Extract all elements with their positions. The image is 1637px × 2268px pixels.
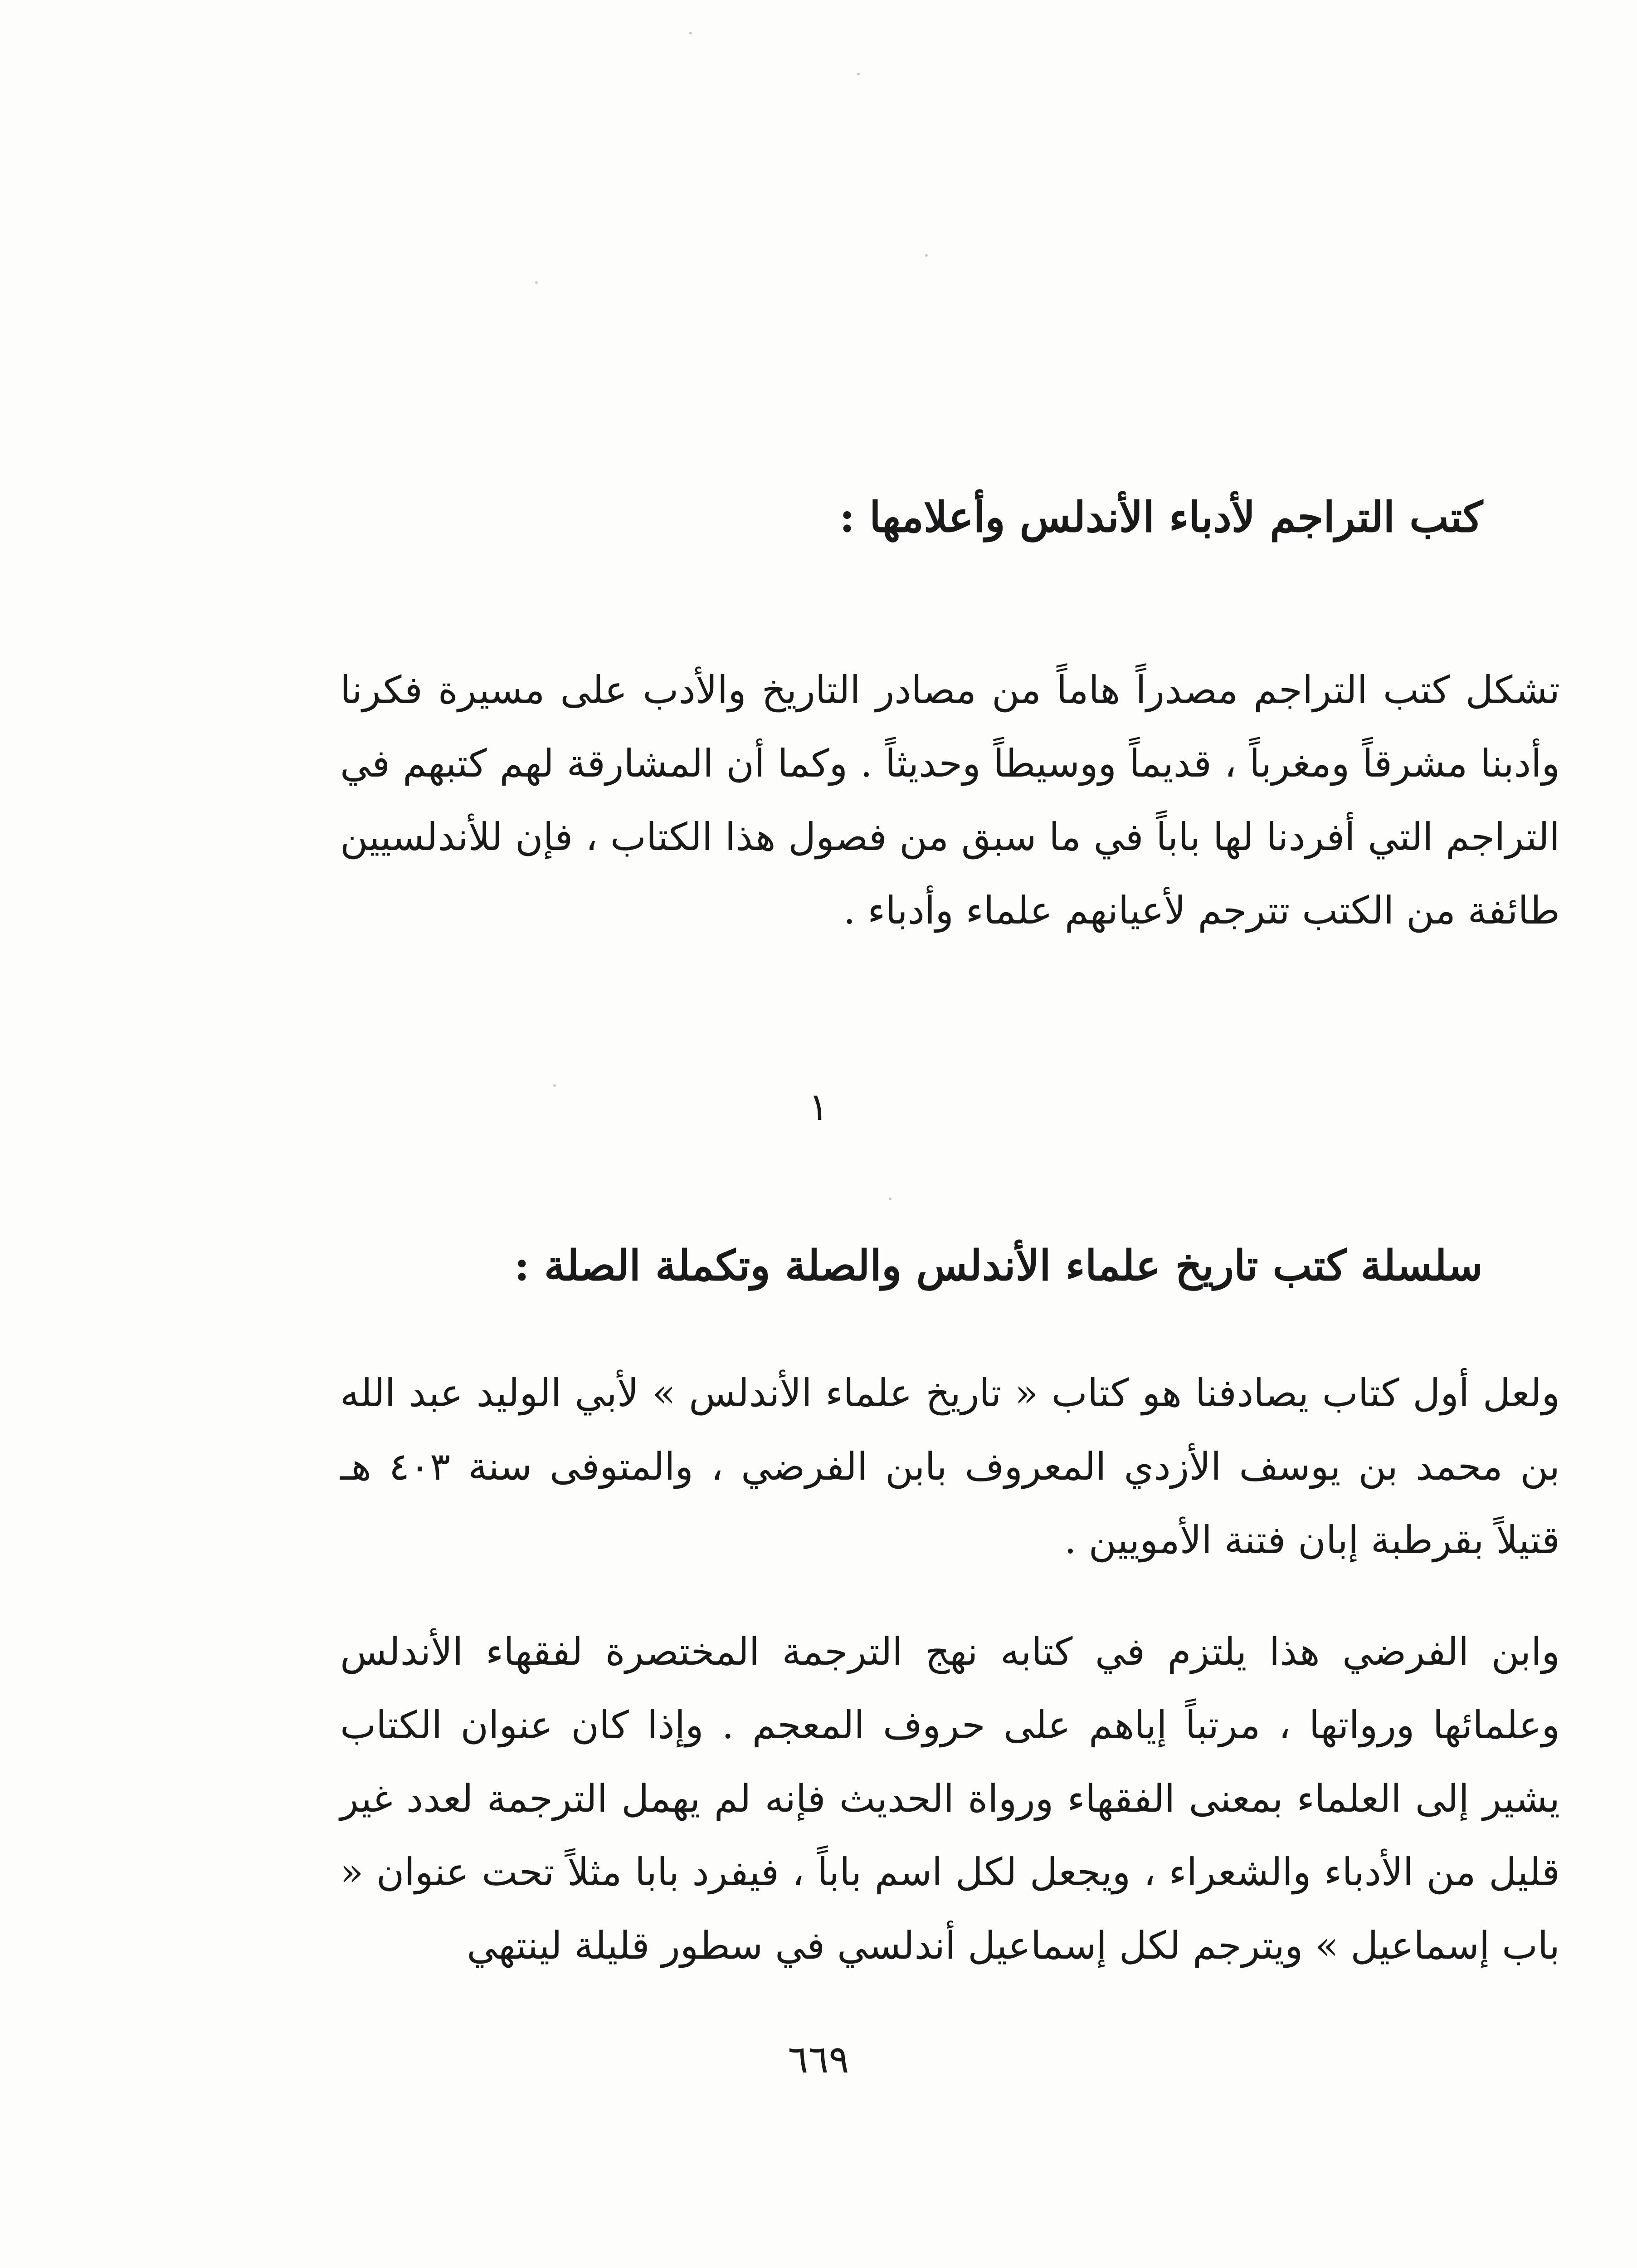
section-heading-series: سلسلة كتب تاريخ علماء الأندلس والصلة وتكملة الصلة : xyxy=(514,1241,1483,1290)
paragraph-intro: تشكل كتب التراجم مصدراً هاماً من مصادر التاريخ والأدب على مسيرة فكرنا وأدبنا مشرقاً ومغرباً ، قديماً ووسيطاً وحديثاً . وكما أن المشارقة لهم كتبهم في التراجم التي أفردنا لها باباً في ما سبق من فصول هذا الكتاب ، فإن للأندلسيين طائفة من الكتب تترجم لأعيانهم علماء وأدباء . xyxy=(340,668,1560,933)
section-number: ١ xyxy=(808,1085,829,1129)
scan-speck xyxy=(535,281,538,284)
page-number: ٦٦٩ xyxy=(788,2037,849,2082)
scan-speck xyxy=(889,1198,892,1200)
scan-speck xyxy=(689,32,692,34)
scan-speck xyxy=(925,254,928,257)
paragraph-ibn-faradi-method: وابن الفرضي هذا يلتزم في كتابه نهج الترجمة المختصرة لفقهاء الأندلس وعلمائها ورواتها ، مرتباً إياهم على حروف المعجم . وإذا كان عنوان الكتاب يشير إلى العلماء بمعنى الفقهاء ورواة الحديث فإنه لم يهمل الترجمة لعدد غير قليل من الأدباء والشعراء ، ويجعل لكل اسم باباً ، فيفرد بابا مثلاً تحت عنوان « باب إسماعيل » ويترجم لكل إسماعيل أندلسي في سطور قليلة لينتهي xyxy=(340,1629,1560,1968)
scan-speck xyxy=(857,73,860,75)
paragraph-ibn-faradi-intro: ولعل أول كتاب يصادفنا هو كتاب « تاريخ علماء الأندلس » لأبي الوليد عبد الله بن محمد بن يوسف الأزدي المعروف بابن الفرضي ، والمتوفى سنة ٤٠٣ هـ قتيلاً بقرطبة إبان فتنة الأمويين . xyxy=(340,1371,1560,1562)
section-heading-biographies: كتب التراجم لأدباء الأندلس وأعلامها : xyxy=(839,493,1483,542)
